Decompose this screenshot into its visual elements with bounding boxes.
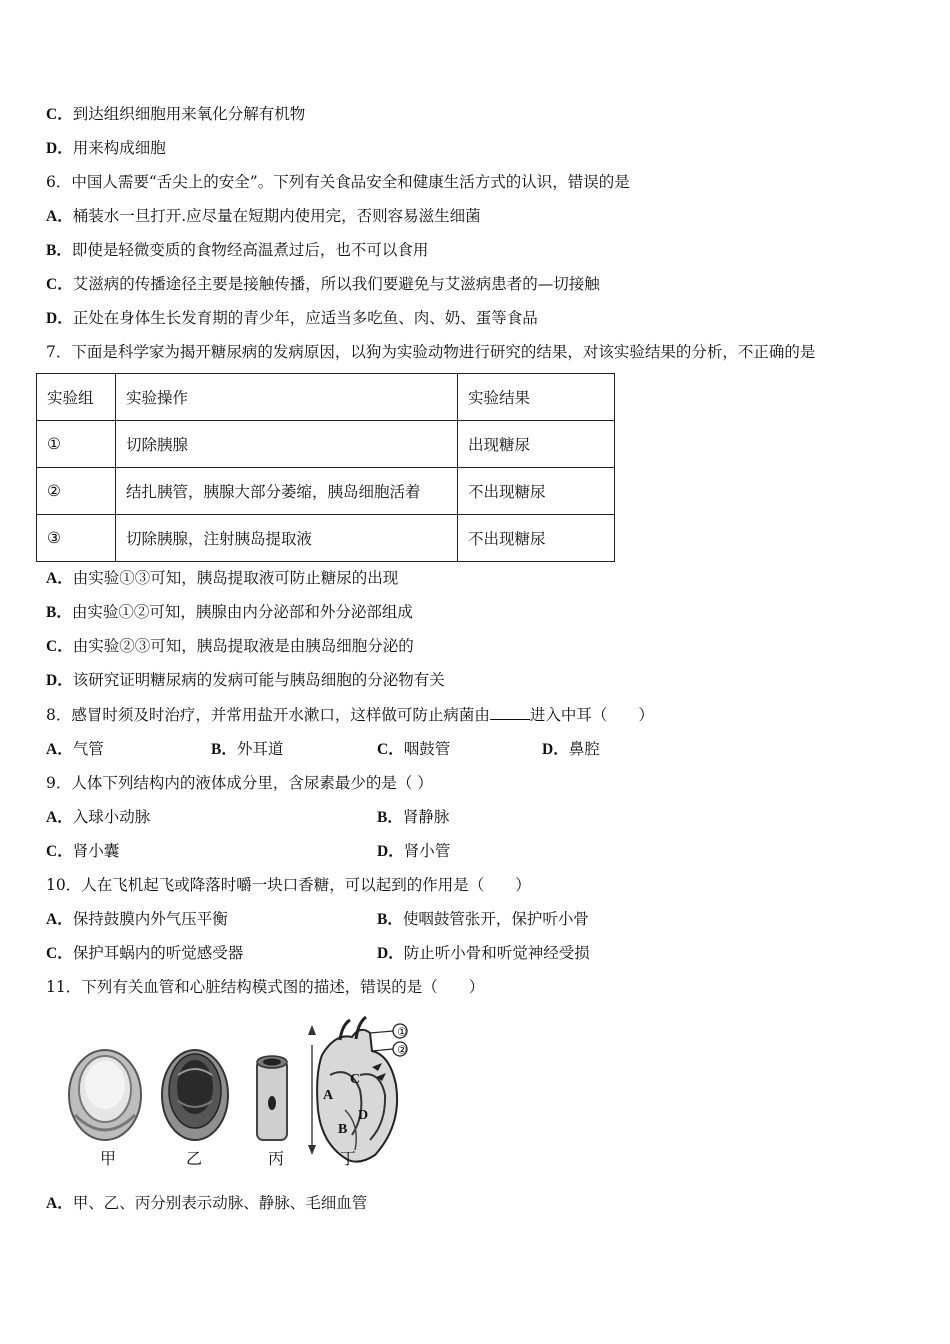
table-row bbox=[37, 421, 615, 468]
q8-option-b: B．外耳道 bbox=[211, 740, 284, 758]
q9-option-d: D．肾小管 bbox=[377, 842, 451, 860]
q10-option-a: A．保持鼓膜内外气压平衡 bbox=[46, 910, 228, 928]
caption-bing: 丙 bbox=[268, 1149, 285, 1168]
q9-option-c: C．肾小囊 bbox=[46, 842, 120, 860]
caption-ding: 丁 bbox=[340, 1149, 357, 1168]
q9-option-b: B．肾静脉 bbox=[377, 808, 450, 826]
q6-option-d: D．正处在身体生长发育期的青少年，应适当多吃鱼、肉、奶、蛋等食品 bbox=[46, 309, 538, 327]
q11-option-a: A．甲、乙、丙分别表示动脉、静脉、毛细血管 bbox=[46, 1194, 368, 1212]
q7-option-b: B．由实验①②可知，胰腺由内分泌部和外分泌部组成 bbox=[46, 603, 413, 621]
q10-stem: 10．人在飞机起飞或降落时嚼一块口香糖，可以起到的作用是（ ） bbox=[46, 876, 531, 894]
heart-label-a: A bbox=[323, 1088, 334, 1103]
q10-option-d: D．防止听小骨和听觉神经受损 bbox=[377, 944, 590, 962]
table-cell: ② bbox=[37, 468, 116, 515]
table-cell: 不出现糖尿 bbox=[458, 468, 615, 515]
heart-label-d: D bbox=[358, 1108, 369, 1123]
q6-stem: 6．中国人需要“舌尖上的安全”。下列有关食品安全和健康生活方式的认识，错误的是 bbox=[46, 173, 630, 191]
fill-blank bbox=[490, 705, 530, 720]
q9-option-a: A．入球小动脉 bbox=[46, 808, 151, 826]
q7-option-a: A．由实验①③可知，胰岛提取液可防止糖尿的出现 bbox=[46, 569, 399, 587]
heart-marker-2: ② bbox=[397, 1043, 407, 1057]
q8-option-a: A．气管 bbox=[46, 740, 104, 758]
q6-option-b: B．即使是轻微变质的食物经高温煮过后，也不可以食用 bbox=[46, 241, 429, 259]
table-cell: ① bbox=[37, 421, 116, 468]
caption-yi: 乙 bbox=[186, 1149, 203, 1168]
q8-option-d: D．鼻腔 bbox=[542, 740, 600, 758]
table-header-cell: 实验结果 bbox=[458, 374, 615, 421]
table-row bbox=[37, 515, 615, 562]
caption-jia: 甲 bbox=[100, 1149, 117, 1168]
artery-cross-section bbox=[69, 1050, 141, 1140]
table-header-row bbox=[37, 374, 615, 421]
table-cell: 结扎胰管，胰腺大部分萎缩，胰岛细胞活着 bbox=[116, 468, 458, 515]
table-cell: 出现糖尿 bbox=[458, 421, 615, 468]
table-row bbox=[37, 468, 615, 515]
table-cell: 切除胰腺，注射胰岛提取液 bbox=[116, 515, 458, 562]
q5-option-d: D．用来构成细胞 bbox=[46, 139, 166, 157]
q9-stem: 9．人体下列结构内的液体成分里，含尿素最少的是（ ） bbox=[46, 774, 433, 792]
heart-marker-1: ① bbox=[397, 1025, 407, 1039]
table-header-cell: 实验组 bbox=[37, 374, 116, 421]
table-header-cell: 实验操作 bbox=[116, 374, 458, 421]
heart-label-b: B bbox=[338, 1122, 348, 1137]
table-cell: ③ bbox=[37, 515, 116, 562]
q7-option-d: D．该研究证明糖尿病的发病可能与胰岛细胞的分泌物有关 bbox=[46, 671, 445, 689]
table-cell: 切除胰腺 bbox=[116, 421, 458, 468]
q8-option-c: C．咽鼓管 bbox=[377, 740, 451, 758]
q5-option-c: C．到达组织细胞用来氧化分解有机物 bbox=[46, 105, 306, 123]
q7-option-c: C．由实验②③可知，胰岛提取液是由胰岛细胞分泌的 bbox=[46, 637, 414, 655]
heart-label-c: C bbox=[350, 1072, 361, 1087]
q8-stem: 8．感冒时须及时治疗，并常用盐开水漱口，这样做可防止病菌由 进入中耳（ ） bbox=[46, 706, 654, 724]
vein-cross-section bbox=[162, 1050, 228, 1140]
q10-option-c: C．保护耳蜗内的听觉感受器 bbox=[46, 944, 244, 962]
table-cell: 不出现糖尿 bbox=[458, 515, 615, 562]
capillary-tube bbox=[257, 1056, 287, 1140]
q6-option-a: A．桶装水一旦打开.应尽量在短期内使用完，否则容易滋生细菌 bbox=[46, 207, 481, 225]
q7-stem: 7．下面是科学家为揭开糖尿病的发病原因，以狗为实验动物进行研究的结果，对该实验结果的分析，不正确的是 bbox=[46, 343, 816, 361]
q10-option-b: B．使咽鼓管张开，保护听小骨 bbox=[377, 910, 589, 928]
q6-option-c: C．艾滋病的传播途径主要是接触传播，所以我们要避免与艾滋病患者的—切接触 bbox=[46, 275, 600, 293]
q11-stem: 11．下列有关血管和心脏结构模式图的描述，错误的是（ ） bbox=[46, 978, 485, 996]
q7-experiment-table bbox=[36, 373, 615, 562]
